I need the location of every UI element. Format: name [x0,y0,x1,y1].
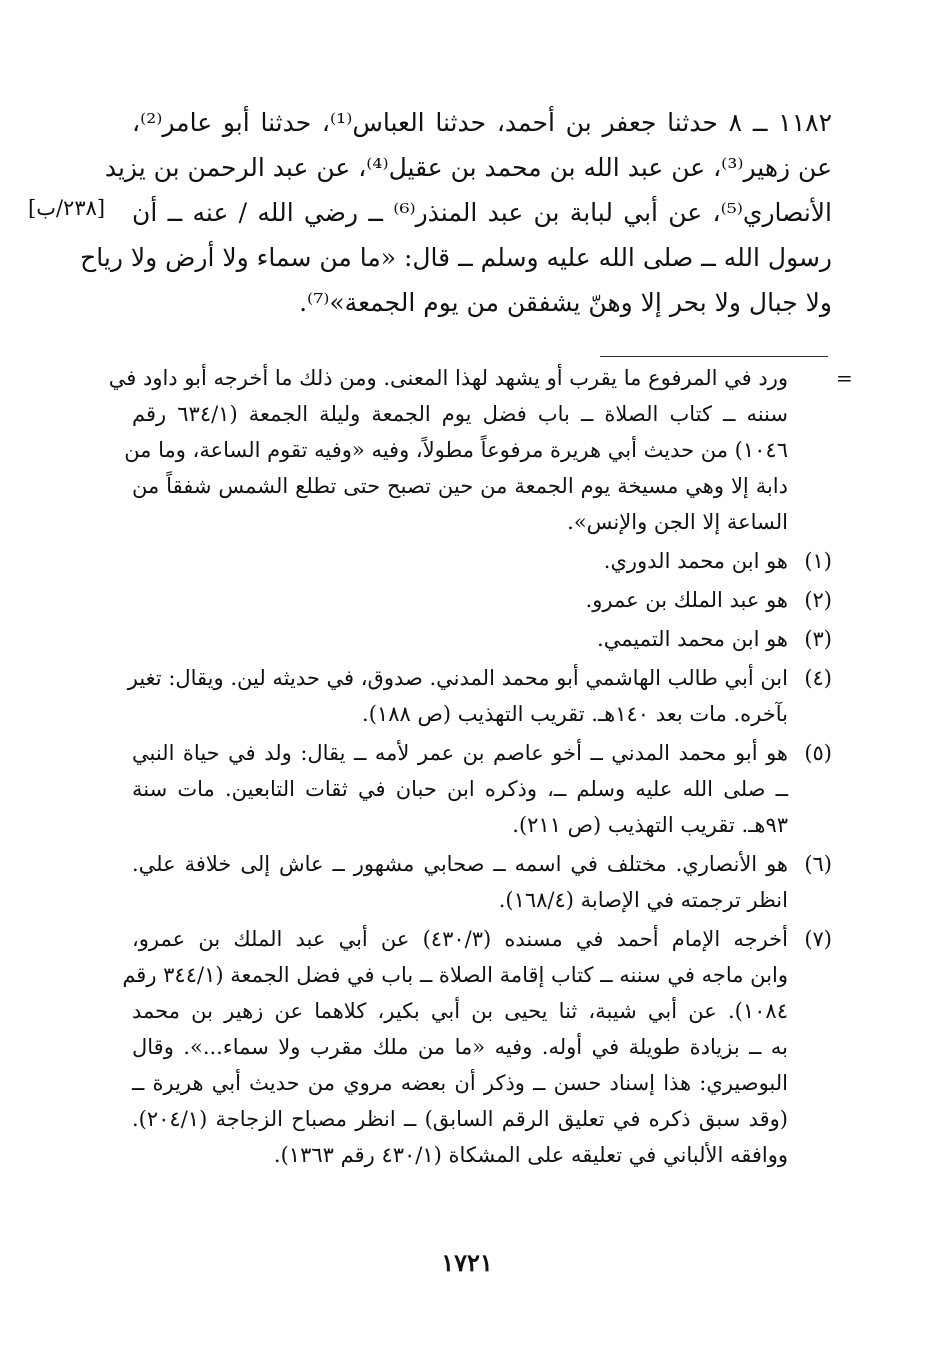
main-text-line: عن زهير⁽³⁾، عن عبد الله بن محمد بن عقيل⁽⁴⁾، عن عبد الرحمن بن يزيد [104,153,832,182]
main-text [80,100,832,325]
main-text-line: الأنصاري⁽⁵⁾، عن أبي لبابة بن عبد المنذر⁽⁶⁾ ــ رضي الله / عنه ــ أن [132,198,832,227]
main-text-line: رسول الله ــ صلى الله عليه وسلم ــ قال: «ما من سماء ولا أرض ولا رياح [80,243,832,272]
footnote-line: به ــ بزيادة طويلة في أوله. وفيه «ما من ملك مقرب ولا سماء...». وقال [132,1035,788,1059]
main-text-line: ١١٨٢ ــ ٨ حدثنا جعفر بن أحمد، حدثنا العباس⁽¹⁾، حدثنا أبو عامر⁽²⁾، [132,108,832,137]
footnote-line: هو عبد الملك بن عمرو. [585,588,788,612]
footnote-line: دابة إلا وهي مسيخة يوم الجمعة من حين تصبح حتى تطلع الشمس شفقاً من [132,474,788,498]
continuation-mark: = [836,366,853,390]
footnote-line: هو الأنصاري. مختلف في اسمه ــ صحابي مشهور ــ عاش إلى خلافة علي. [132,852,788,876]
footnote-number: (٤) [804,666,832,690]
footnotes [108,360,832,1176]
footnote-separator [600,356,828,357]
footnote-line: أخرجه الإمام أحمد في مسنده (٤٣٠/٣) عن أبي عبد الملك بن عمرو، [132,927,788,951]
footnote-line: البوصيري: هذا إسناد حسن ــ وذكر أن بعضه مروي من حديث أبي هريرة ــ [132,1071,788,1095]
footnote-6 [132,846,832,918]
footnote-line: هو ابن محمد التميمي. [597,627,788,651]
footnote-line: ١٠٤٦) من حديث أبي هريرة مرفوعاً مطولاً، وفيه «وفيه تقوم الساعة، وما من [124,438,788,462]
footnote-number: (٣) [804,627,832,651]
footnote-number: (٧) [804,927,832,951]
footnote-3 [132,621,832,657]
footnote-5 [132,735,832,843]
footnote-continuation [108,360,832,540]
footnote-line: وابن ماجه في سننه ــ كتاب إقامة الصلاة ــ باب في فضل الجمعة (٣٤٤/١ رقم [122,963,788,987]
footnote-number: (١) [804,549,832,573]
footnote-number: (٢) [804,588,832,612]
footnote-line: ابن أبي طالب الهاشمي أبو محمد المدني. صدوق، في حديثه لين. ويقال: تغير [127,666,788,690]
footnote-line: ووافقه الألباني في تعليقه على المشكاة (٤٣٠/١ رقم ١٣٦٣). [273,1143,788,1167]
footnote-1 [132,543,832,579]
footnote-line: هو أبو محمد المدني ــ أخو عاصم بن عمر لأمه ــ يقال: ولد في حياة النبي [132,741,788,765]
main-text-line: ولا جبال ولا بحر إلا وهنّ يشفقن من يوم الجمعة»⁽⁷⁾. [299,288,832,317]
footnote-line: ــ صلى الله عليه وسلم ــ، وذكره ابن حبان في ثقات التابعين. مات سنة [132,777,788,801]
footnote-2 [132,582,832,618]
footnote-line: بآخره. مات بعد ١٤٠هـ. تقريب التهذيب (ص ١٨٨). [362,702,788,726]
footnote-line: هو ابن محمد الدوري. [603,549,788,573]
footnote-line: (وقد سبق ذكره في تعليق الرقم السابق) ــ انظر مصباح الزجاجة (٢٠٤/١). [132,1107,788,1131]
footnote-4 [127,660,832,732]
footnote-line: انظر ترجمته في الإصابة (١٦٨/٤). [498,888,788,912]
footnote-line: الساعة إلا الجن والإنس». [567,510,788,534]
footnote-number: (٥) [804,741,832,765]
footnote-number: (٦) [804,852,832,876]
footnote-line: ورد في المرفوع ما يقرب أو يشهد لهذا المعنى. ومن ذلك ما أخرجه أبو داود في [108,366,788,390]
footnote-7 [122,921,832,1173]
footnote-line: ٩٣هـ. تقريب التهذيب (ص ٢١١). [512,813,788,837]
margin-folio-reference: [٢٣٨/ب] [28,196,106,220]
page-number: ١٧٢١ [441,1248,493,1277]
footnote-line: سننه ــ كتاب الصلاة ــ باب فضل يوم الجمعة وليلة الجمعة (٦٣٤/١ رقم [132,402,788,426]
footnote-line: ١٠٨٤). عن أبي شيبة، ثنا يحيى بن أبي بكير، كلاهما عن زهير بن محمد [132,999,788,1023]
